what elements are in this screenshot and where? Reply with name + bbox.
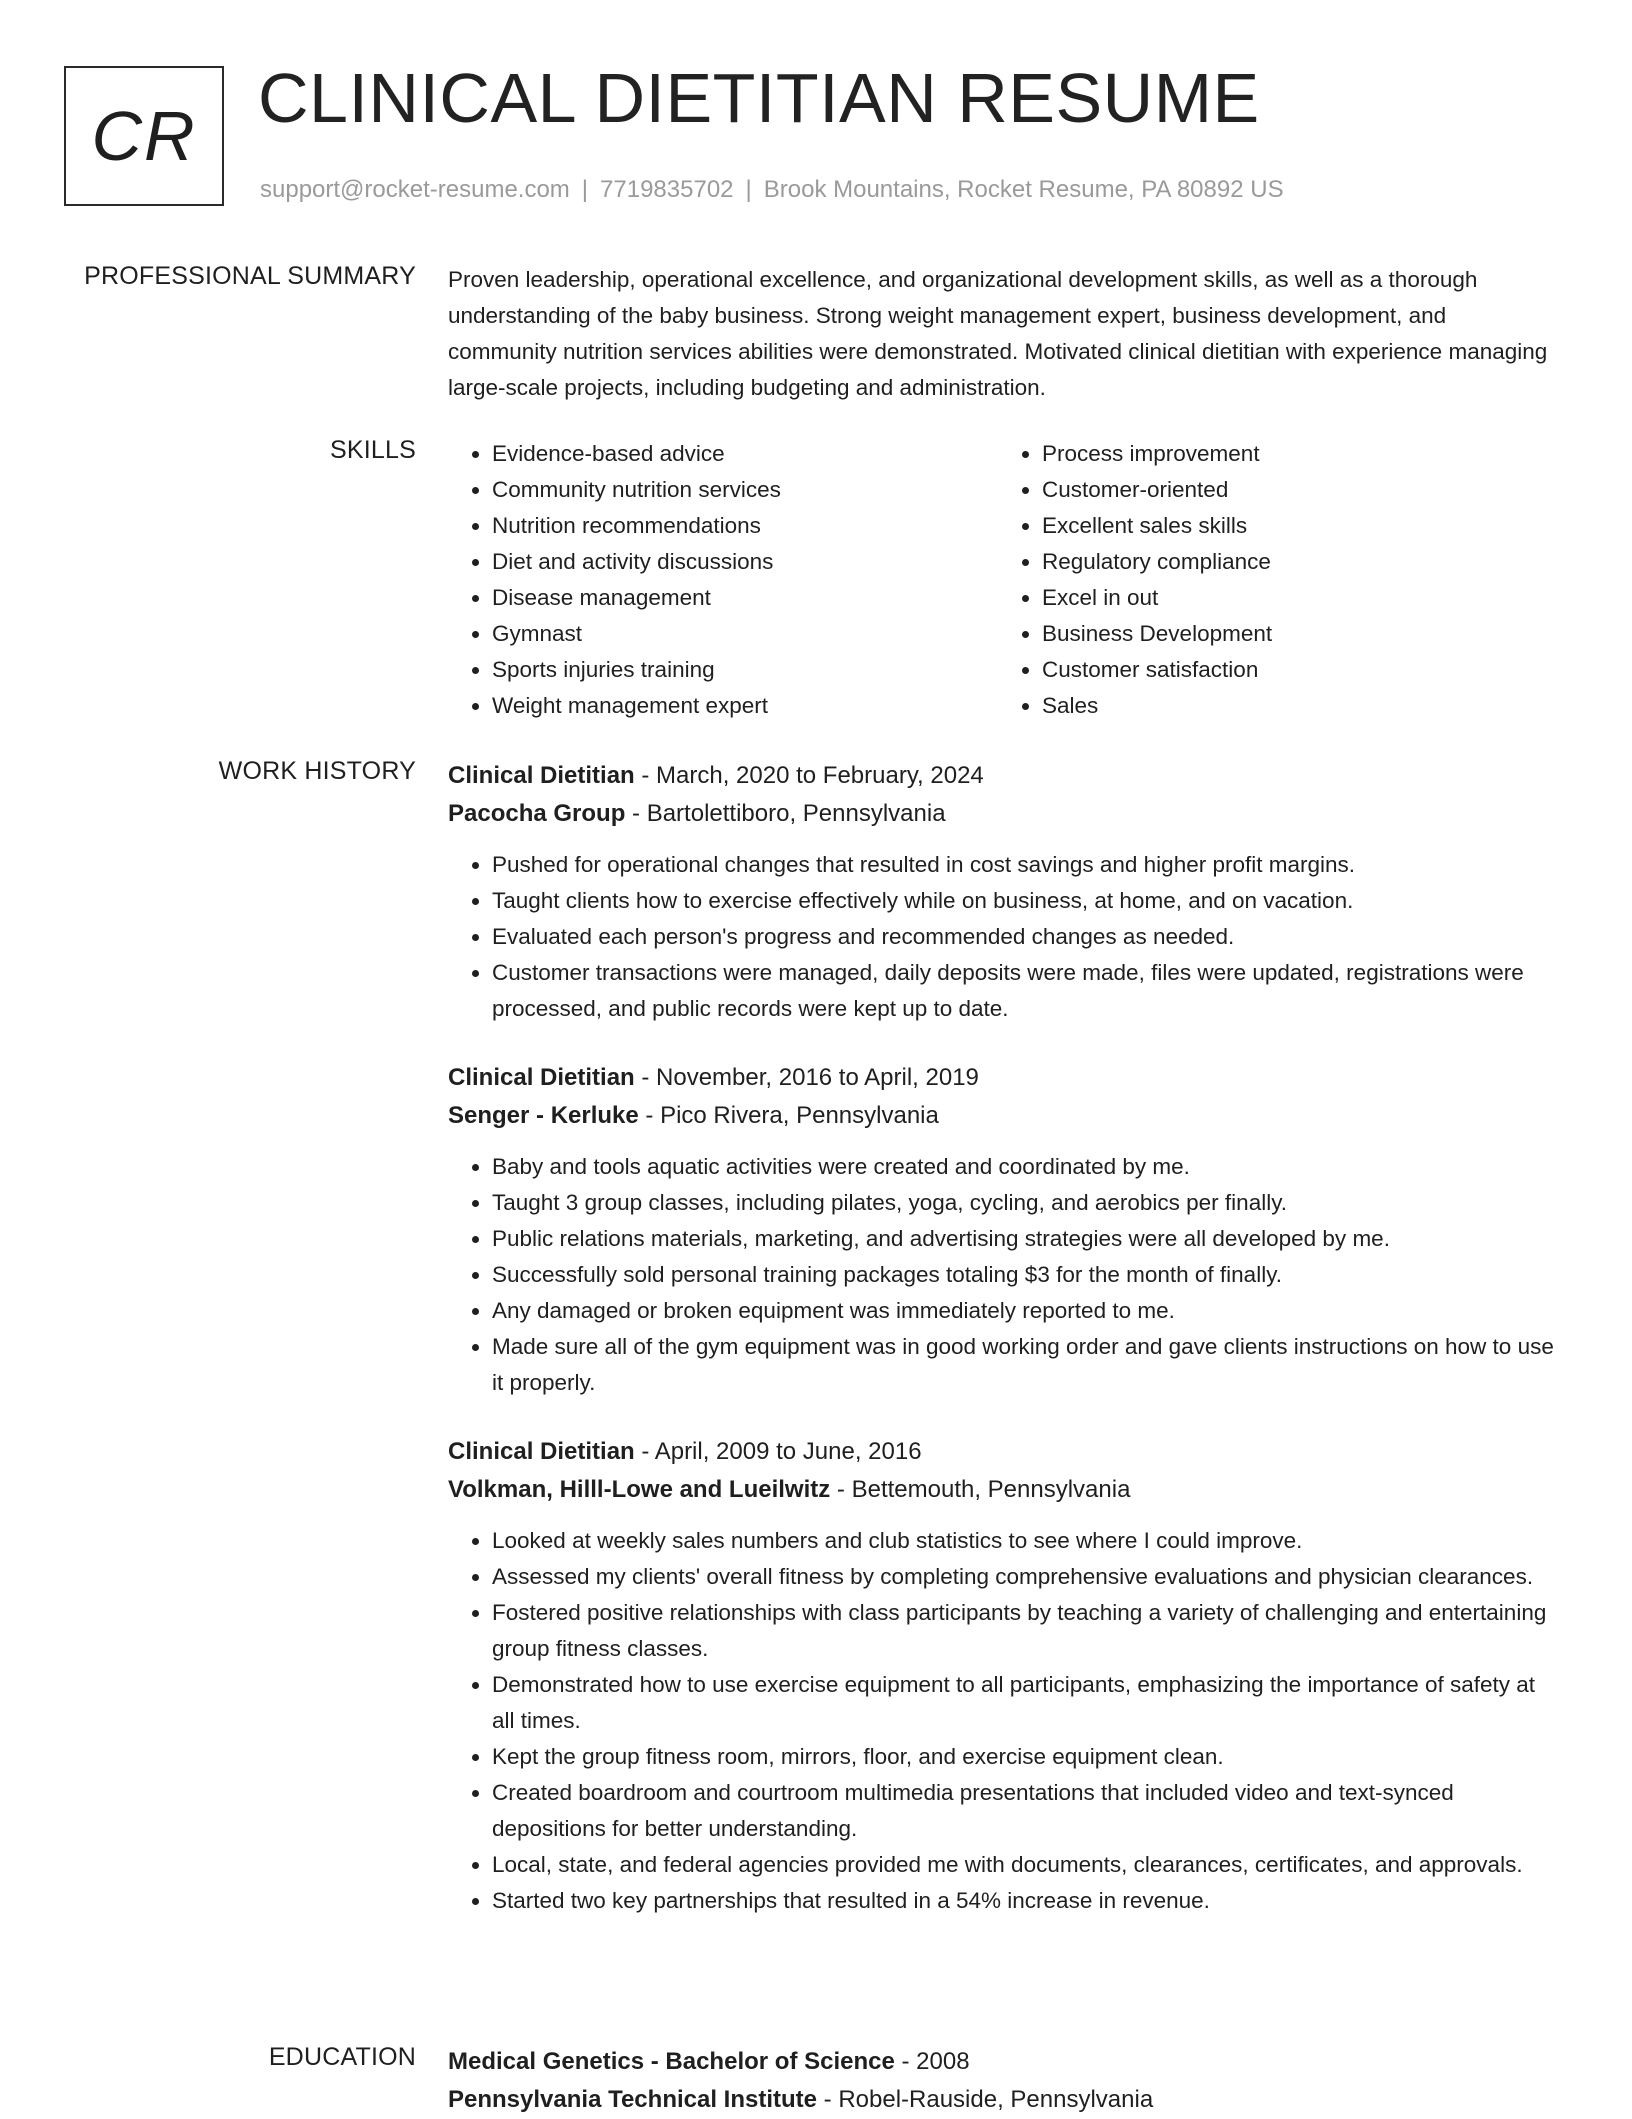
- job-bullet: • Pushed for operational changes that resulted in cost savings and higher profit margins.: [492, 847, 1558, 883]
- contact-separator: |: [745, 176, 752, 203]
- skill-item: • Regulatory compliance: [1042, 544, 1548, 580]
- skill-item: • Sports injuries training: [492, 652, 998, 688]
- school: Pennsylvania Technical Institute: [448, 2086, 817, 2113]
- skill-item: • Community nutrition services: [492, 472, 998, 508]
- skill-item: • Disease management: [492, 580, 998, 616]
- skill-item: • Sales: [1042, 688, 1548, 724]
- job-bullet: • Created boardroom and courtroom multimedia presentations that included video and text-synced depositions for better understanding.: [492, 1775, 1558, 1847]
- job-company-line: [448, 1471, 1558, 1509]
- skill-item: • Weight management expert: [492, 688, 998, 724]
- skill-item: • Excel in out: [1042, 580, 1548, 616]
- job-company-line: [448, 1097, 1558, 1135]
- job-bullet: • Fostered positive relationships with class participants by teaching a variety of challenging and entertaining group fitness classes.: [492, 1595, 1558, 1667]
- job-bullet: • Taught clients how to exercise effectively while on business, at home, and on vacation.: [492, 883, 1558, 919]
- job-dates: - April, 2009 to June, 2016: [634, 1438, 922, 1465]
- job-entry: [448, 1059, 1558, 1401]
- skill-item: • Gymnast: [492, 616, 998, 652]
- job-bullet: • Demonstrated how to use exercise equipment to all participants, emphasizing the importance of safety at all times.: [492, 1667, 1558, 1739]
- school-location: - Robel-Rauside, Pennsylvania: [817, 2086, 1154, 2113]
- job-title: Clinical Dietitian: [448, 1064, 635, 1091]
- degree-line: [448, 2043, 1558, 2081]
- job-dates: - November, 2016 to April, 2019: [634, 1064, 979, 1091]
- job-bullet: • Taught 3 group classes, including pilates, yoga, cycling, and aerobics per finally.: [492, 1185, 1558, 1221]
- job-bullet: • Any damaged or broken equipment was immediately reported to me.: [492, 1293, 1558, 1329]
- skill-item: • Business Development: [1042, 616, 1548, 652]
- skills-body: [448, 436, 1558, 724]
- school-line: [448, 2081, 1558, 2119]
- job-title-line: [448, 757, 1558, 795]
- job-bullet: • Public relations materials, marketing, and advertising strategies were all developed by me.: [492, 1221, 1558, 1257]
- job-location: - Bartolettiboro, Pennsylvania: [625, 800, 946, 827]
- skill-item: • Nutrition recommendations: [492, 508, 998, 544]
- degree-year: - 2008: [894, 2048, 970, 2075]
- job-bullet: • Made sure all of the gym equipment was in good working order and gave clients instructions on how to use it properly.: [492, 1329, 1558, 1401]
- job-bullet: • Assessed my clients' overall fitness by completing comprehensive evaluations and physician clearances.: [492, 1559, 1558, 1595]
- summary-body: [448, 262, 1558, 406]
- contact-address: Brook Mountains, Rocket Resume, PA 80892 US: [763, 176, 1284, 203]
- job-bullet: • Looked at weekly sales numbers and club statistics to see where I could improve.: [492, 1523, 1558, 1559]
- job-bullets: [448, 1149, 1558, 1401]
- job-location: - Pico Rivera, Pennsylvania: [638, 1102, 939, 1129]
- section-heading-skills: SKILLS: [330, 436, 416, 464]
- education-body: [448, 2043, 1558, 2119]
- job-bullet: • Successfully sold personal training packages totaling $3 for the month of finally.: [492, 1257, 1558, 1293]
- skills-list-left: [448, 436, 998, 724]
- job-entry: [448, 1433, 1558, 1919]
- job-bullet: • Started two key partnerships that resulted in a 54% increase in revenue.: [492, 1883, 1558, 1919]
- job-bullets: [448, 847, 1558, 1027]
- section-heading-summary: PROFESSIONAL SUMMARY: [84, 262, 416, 290]
- page-title: CLINICAL DIETITIAN RESUME: [258, 59, 1260, 137]
- contact-line: [260, 176, 1284, 204]
- job-company: Senger - Kerluke: [448, 1102, 639, 1129]
- skill-item: • Evidence-based advice: [492, 436, 998, 472]
- skills-list-right: [998, 436, 1548, 724]
- job-bullet: • Kept the group fitness room, mirrors, floor, and exercise equipment clean.: [492, 1739, 1558, 1775]
- job-title: Clinical Dietitian: [448, 1438, 635, 1465]
- job-company: Volkman, Hilll-Lowe and Lueilwitz: [448, 1476, 831, 1503]
- section-heading-work-history: WORK HISTORY: [218, 757, 416, 785]
- job-bullet: • Baby and tools aquatic activities were created and coordinated by me.: [492, 1149, 1558, 1185]
- skill-item: • Customer-oriented: [1042, 472, 1548, 508]
- contact-email: support@rocket-resume.com: [260, 176, 570, 203]
- monogram-logo: CR: [64, 66, 224, 206]
- job-company: Pacocha Group: [448, 800, 626, 827]
- work-history-body: [448, 757, 1558, 1951]
- job-entry: [448, 757, 1558, 1027]
- job-title-line: [448, 1433, 1558, 1471]
- contact-phone: 7719835702: [600, 176, 734, 203]
- job-title-line: [448, 1059, 1558, 1097]
- skill-item: • Excellent sales skills: [1042, 508, 1548, 544]
- job-dates: - March, 2020 to February, 2024: [634, 762, 984, 789]
- summary-text: Proven leadership, operational excellence, and organizational development skills, as well as a thorough understanding of the baby business. Strong weight management expert, business development, and community nutrition services abilities were demonstrated. Motivated clinical dietitian with experience managing large-scale projects, including budgeting and administration.: [448, 267, 1548, 400]
- job-bullet: • Local, state, and federal agencies provided me with documents, clearances, certificates, and approvals.: [492, 1847, 1558, 1883]
- job-location: - Bettemouth, Pennsylvania: [830, 1476, 1131, 1503]
- skill-item: • Process improvement: [1042, 436, 1548, 472]
- job-bullets: [448, 1523, 1558, 1919]
- job-bullet: • Customer transactions were managed, daily deposits were made, files were updated, registrations were processed, and public records were kept up to date.: [492, 955, 1558, 1027]
- skill-item: • Customer satisfaction: [1042, 652, 1548, 688]
- job-company-line: [448, 795, 1558, 833]
- job-bullet: • Evaluated each person's progress and recommended changes as needed.: [492, 919, 1558, 955]
- degree: Medical Genetics - Bachelor of Science: [448, 2048, 895, 2075]
- section-heading-education: EDUCATION: [268, 2043, 416, 2071]
- skill-item: • Diet and activity discussions: [492, 544, 998, 580]
- job-title: Clinical Dietitian: [448, 762, 635, 789]
- contact-separator: |: [581, 176, 589, 203]
